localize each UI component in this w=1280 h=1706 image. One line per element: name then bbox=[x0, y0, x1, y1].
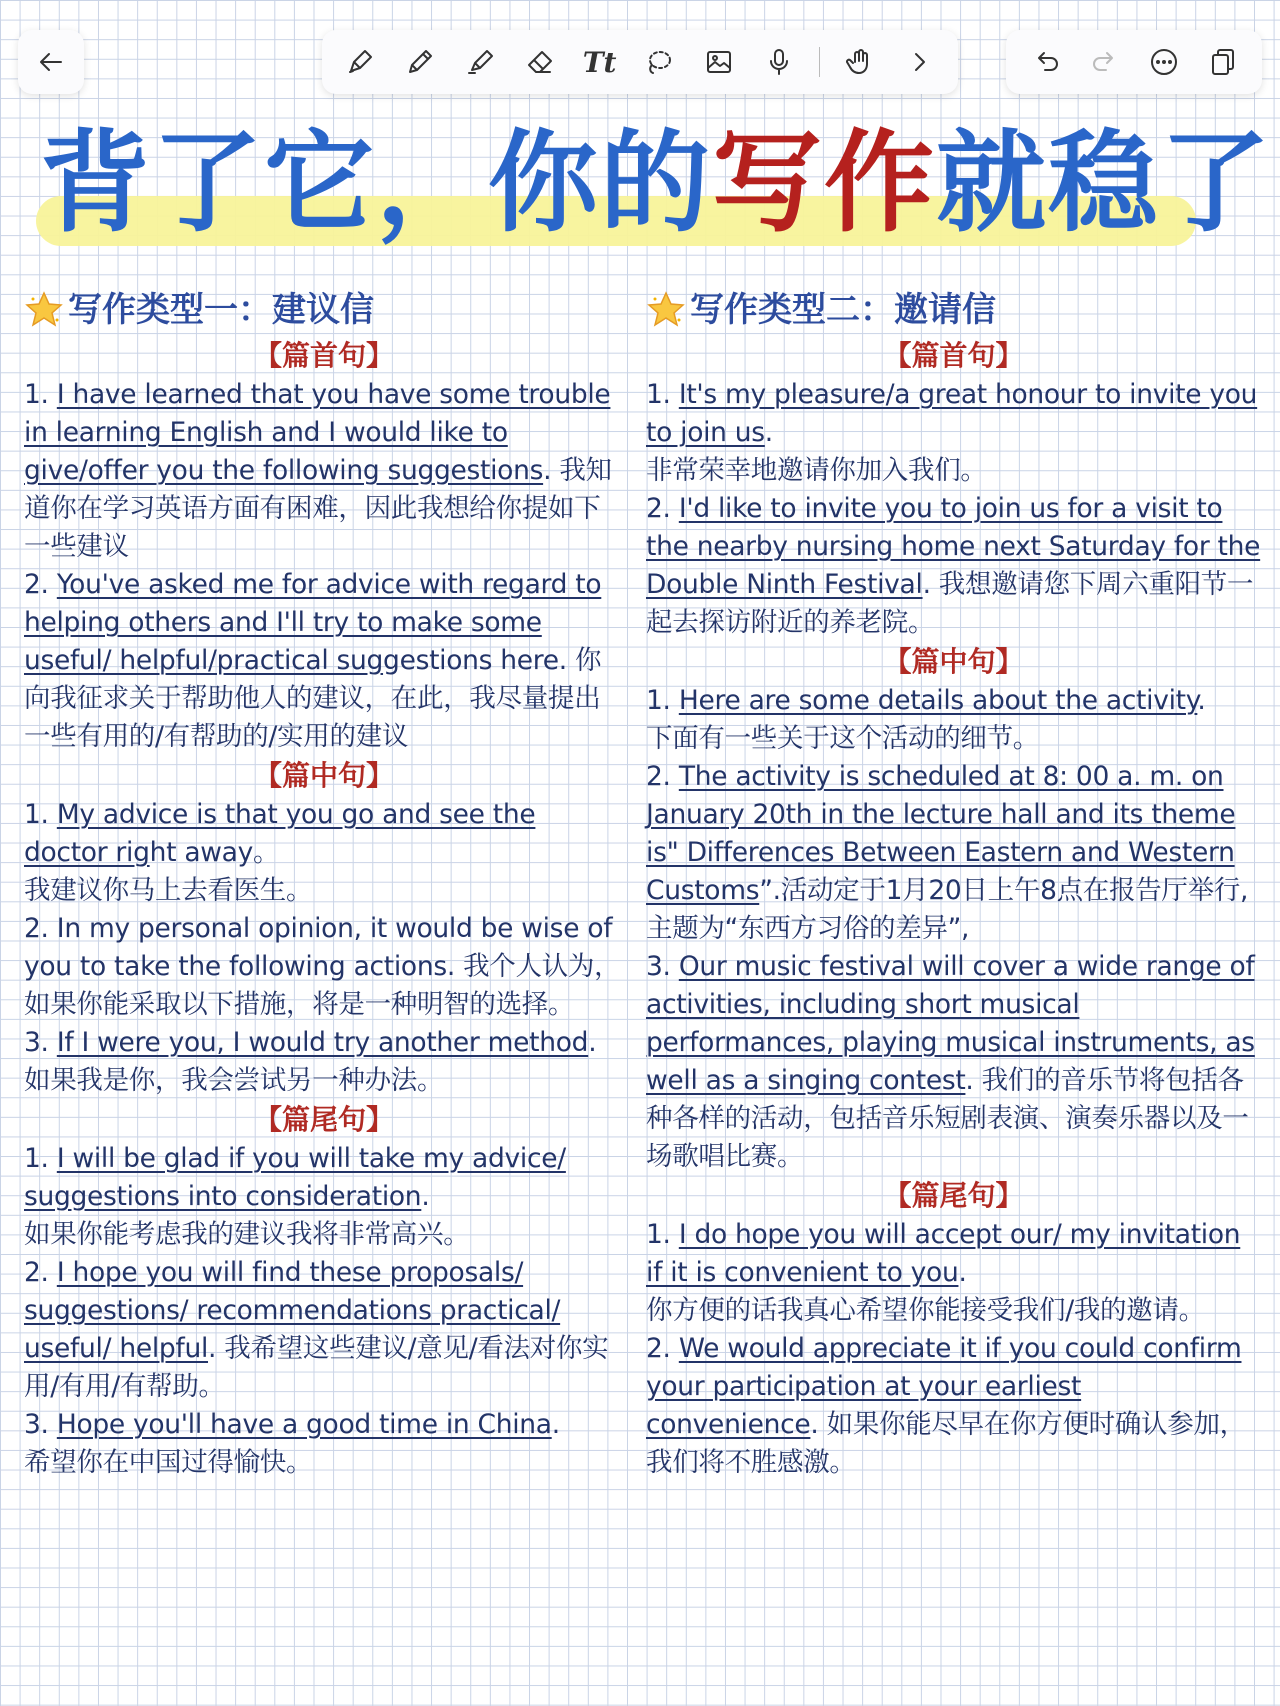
chevron-right-icon bbox=[904, 46, 936, 78]
title-part-2: 写作 bbox=[712, 119, 936, 247]
star-icon bbox=[646, 290, 686, 330]
list-item: 2. I'd like to invite you to join us for a visit to the nearby nursing home next Saturday for the Double Ninth Festival. 我想邀请您下周六重阳节一起去探访附近的养老院。 bbox=[646, 493, 1261, 638]
subheading-middle: 【篇中句】 bbox=[253, 759, 394, 792]
list-item-translation: 非常荣幸地邀请你加入我们。 bbox=[646, 455, 987, 486]
subheading-opening: 【篇首句】 bbox=[253, 339, 394, 372]
page-title bbox=[40, 118, 1272, 248]
undo-button[interactable] bbox=[1026, 42, 1066, 82]
list-item: 3. If I were you, I would try another method. bbox=[24, 1027, 597, 1058]
right-column bbox=[646, 288, 1261, 1482]
redo-button[interactable] bbox=[1085, 42, 1125, 82]
list-item: 2. The activity is scheduled at 8: 00 a. m. on January 20th in the lecture hall and its theme is" Differences Between Eastern and Western Customs”.活动定于1月20日上午8点在报告厅举行,主题为“东西方习俗的差异”, bbox=[646, 761, 1249, 944]
eraser-icon bbox=[524, 46, 556, 78]
back-arrow-icon bbox=[35, 46, 67, 78]
list-item-translation: 下面有一些关于这个活动的细节。 bbox=[646, 723, 1039, 754]
list-item: 2. In my personal opinion, it would be wise of you to take the following actions. 我个人认为，如果你能采取以下措施，将是一种明智的选择。 bbox=[24, 913, 621, 1020]
subheading-closing: 【篇尾句】 bbox=[883, 1179, 1024, 1212]
more-options-button[interactable] bbox=[1144, 42, 1184, 82]
section-heading-invitation-letter bbox=[646, 288, 1261, 332]
hand-tool-button[interactable] bbox=[840, 42, 880, 82]
back-button[interactable] bbox=[31, 42, 71, 82]
more-tools-button[interactable] bbox=[900, 42, 940, 82]
microphone-icon bbox=[763, 46, 795, 78]
undo-icon bbox=[1030, 46, 1062, 78]
title-part-3: 就稳了 bbox=[936, 119, 1272, 247]
list-item: 1. It's my pleasure/a great honour to invite you to join us. bbox=[646, 379, 1258, 448]
title-part-1: 背了它，你的 bbox=[40, 119, 712, 247]
list-item: 1. I will be glad if you will take my advice/ suggestions into consideration. bbox=[24, 1143, 566, 1212]
section-heading-suggestion-letter bbox=[24, 288, 624, 332]
lasso-tool-button[interactable] bbox=[639, 42, 679, 82]
hand-icon bbox=[844, 46, 876, 78]
lasso-icon bbox=[643, 46, 675, 78]
list-item-translation: 希望你在中国过得愉快。 bbox=[24, 1447, 313, 1478]
left-column bbox=[24, 288, 624, 1482]
copy-pages-icon bbox=[1207, 46, 1239, 78]
highlighter-icon bbox=[464, 46, 496, 78]
toolbar-divider bbox=[819, 47, 820, 77]
list-item: 2. You've asked me for advice with regard to helping others and I'll try to make some useful/ helpful/practical suggestions here. 你向我征求关于帮助他人的建议，在此，我尽量提出一些有用的/有帮助的/实用的建议 bbox=[24, 569, 602, 752]
text-tool-button[interactable] bbox=[580, 42, 620, 82]
pen-tool-button[interactable] bbox=[340, 42, 380, 82]
list-item: 2. I hope you will find these proposals/ suggestions/ recommendations practical/ useful/ helpful. 我希望这些建议/意见/看法对你实用/有用/有帮助。 bbox=[24, 1257, 609, 1402]
drawing-toolbar bbox=[322, 30, 958, 94]
subheading-middle: 【篇中句】 bbox=[883, 645, 1024, 678]
list-item: 1. I do hope you will accept our/ my invitation if it is convenient to you. bbox=[646, 1219, 1241, 1288]
highlighter-tool-button[interactable] bbox=[460, 42, 500, 82]
pen-icon bbox=[344, 46, 376, 78]
image-tool-button[interactable] bbox=[699, 42, 739, 82]
list-item-translation: 你方便的话我真心希望你能接受我们/我的邀请。 bbox=[646, 1295, 1205, 1326]
section-heading-text: 写作类型一：建议信 bbox=[68, 290, 374, 330]
history-toolbar bbox=[1006, 30, 1262, 94]
list-item-translation: 如果你能考虑我的建议我将非常高兴。 bbox=[24, 1219, 470, 1250]
list-item: 1. Here are some details about the activity. bbox=[646, 685, 1206, 716]
list-item: 3. Our music festival will cover a wide range of activities, including short musical performances, playing musical instruments, as well as a singing contest. 我们的音乐节将包括各种各样的活动，包括音乐短剧表演、演奏乐器以及一场歌唱比赛。 bbox=[646, 951, 1255, 1172]
subheading-closing: 【篇尾句】 bbox=[253, 1103, 394, 1136]
image-icon bbox=[703, 46, 735, 78]
list-item: 3. Hope you'll have a good time in China. bbox=[24, 1409, 560, 1440]
text-tool-icon: Tt bbox=[582, 45, 617, 79]
pages-button[interactable] bbox=[1203, 42, 1243, 82]
redo-icon bbox=[1089, 46, 1121, 78]
list-item-translation: 如果我是你，我会尝试另一种办法。 bbox=[24, 1065, 444, 1096]
eraser-tool-button[interactable] bbox=[520, 42, 560, 82]
section-heading-text: 写作类型二：邀请信 bbox=[690, 290, 996, 330]
list-item: 2. We would appreciate it if you could confirm your participation at your earliest convenience. 如果你能尽早在你方便时确认参加，我们将不胜感激。 bbox=[646, 1333, 1246, 1478]
star-icon bbox=[24, 290, 64, 330]
list-item: 1. I have learned that you have some trouble in learning English and I would like to give/offer you the following suggestions. 我知道你在学习英语方面有困难，因此我想给你提如下一些建议 bbox=[24, 379, 612, 562]
list-item: 1. My advice is that you go and see the doctor right away。 bbox=[24, 799, 536, 868]
list-item-translation: 我建议你马上去看医生。 bbox=[24, 875, 313, 906]
pencil-icon bbox=[404, 46, 436, 78]
microphone-button[interactable] bbox=[759, 42, 799, 82]
ellipsis-icon bbox=[1148, 46, 1180, 78]
back-button-container bbox=[18, 30, 84, 94]
subheading-opening: 【篇首句】 bbox=[883, 339, 1024, 372]
pencil-tool-button[interactable] bbox=[400, 42, 440, 82]
